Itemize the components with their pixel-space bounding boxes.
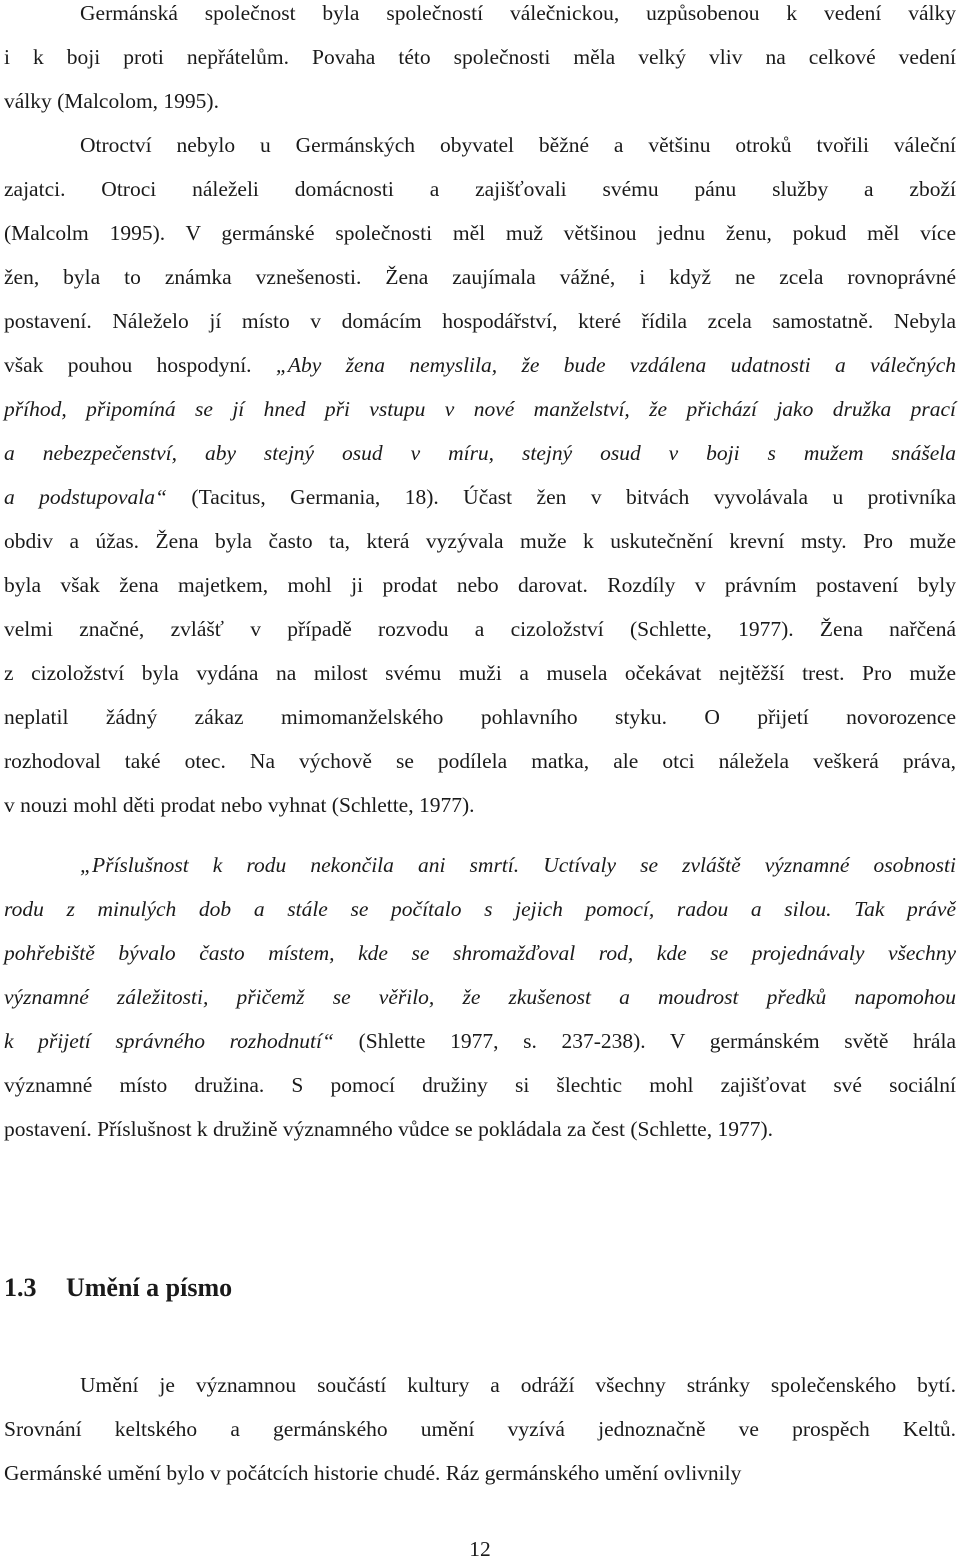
text-line [4, 306, 956, 336]
text-segment: byla však žena majetkem, mohl ji prodat nebo darovat. Rozdíly v právním postavení byly [4, 573, 956, 597]
italic-quote-segment: „Příslušnost k rodu nekončila ani smrtí. Uctívaly se zvláště významné osobnosti [80, 853, 956, 877]
text-line [4, 42, 956, 72]
text-segment: zajatci. Otroci náleželi domácnosti a zajišťovali svému pánu služby a zboží [4, 177, 956, 201]
text-segment: (Malcolm 1995). V germánské společnosti měl muž většinou jednu ženu, pokud měl více [4, 221, 956, 245]
text-line [80, 1370, 956, 1400]
text-segment: rozhodoval také otec. Na výchově se podílela matka, ale otci náležela veškerá práva, [4, 749, 956, 773]
text-line [4, 174, 956, 204]
italic-quote-segment: a nebezpečenství, aby stejný osud v míru, stejný osud v boji s mužem snášela [4, 441, 956, 465]
italic-quote-segment: pohřebiště bývalo často místem, kde se shromažďoval rod, kde se projednávaly všechny [4, 941, 956, 965]
text-line [80, 850, 956, 880]
text-segment: Germánské umění bylo v počátcích historie chudé. Ráz germánského umění ovlivnily [4, 1461, 742, 1485]
text-segment: (Tacitus, Germania, 18). Účast žen v bitvách vyvolávala u protivníka [167, 485, 956, 509]
text-line [4, 218, 956, 248]
text-line [4, 894, 956, 924]
text-segment: války (Malcolom, 1995). [4, 89, 219, 113]
text-segment: i k boji proti nepřátelům. Povaha této společnosti měla velký vliv na celkové vedení [4, 45, 956, 69]
text-line [4, 790, 956, 820]
text-line [4, 526, 956, 556]
text-segment: Srovnání keltského a germánského umění vyzívá jednoznačně ve prospěch Keltů. [4, 1417, 956, 1441]
italic-quote-segment: k přijetí správného rozhodnutí“ [4, 1029, 334, 1053]
text-line [4, 1414, 956, 1444]
section-title: Umění a písmo [66, 1273, 233, 1302]
text-line [4, 658, 956, 688]
text-segment: Germánská společnost byla společností válečnickou, uzpůsobenou k vedení války [80, 1, 956, 25]
text-segment: Otroctví nebylo u Germánských obyvatel běžné a většinu otroků tvořili váleční [80, 133, 956, 157]
text-line [4, 1114, 956, 1144]
italic-quote-segment: rodu z minulých dob a stále se počítalo s jejich pomocí, radou a silou. Tak právě [4, 897, 956, 921]
text-segment: v nouzi mohl děti prodat nebo vyhnat (Schlette, 1977). [4, 793, 475, 817]
text-line [80, 0, 956, 28]
text-segment: z cizoložství byla vydána na milost svému muži a musela očekávat nejtěžší trest. Pro muže [4, 661, 956, 685]
italic-quote-segment: „Aby žena nemyslila, že bude vzdálena udatnosti a válečných [275, 353, 957, 377]
text-segment: (Shlette 1977, s. 237-238). V germánském světě hrála [333, 1029, 956, 1053]
italic-quote-segment: významné záležitosti, přičemž se věřilo, že zkušenost a moudrost předků napomohou [4, 985, 956, 1009]
text-segment: velmi značné, zvlášť v případě rozvodu a cizoložství (Schlette, 1977). Žena nařčená [4, 617, 956, 641]
text-segment: obdiv a úžas. Žena byla často ta, která vyzývala muže k uskutečnění krevní msty. Pro muže [4, 529, 956, 553]
text-segment: významné místo družina. S pomocí družiny si šlechtic mohl zajišťovat své sociální [4, 1073, 956, 1097]
section-number: 1.3 [4, 1273, 37, 1302]
text-line [4, 746, 956, 776]
text-segment: postavení. Příslušnost k družině významného vůdce se pokládala za čest (Schlette, 1977). [4, 1117, 774, 1141]
italic-quote-segment: a podstupovala“ [4, 485, 167, 509]
italic-quote-segment: příhod, připomíná se jí hned při vstupu v nové manželství, že přichází jako družka prací [4, 397, 956, 421]
text-line [4, 614, 956, 644]
text-segment: postavení. Náleželo jí místo v domácím hospodářství, které řídila zcela samostatně. Nebyla [4, 309, 956, 333]
text-line [4, 262, 956, 292]
text-line [4, 86, 956, 116]
text-line [4, 982, 956, 1012]
text-segment: neplatil žádný zákaz mimomanželského pohlavního styku. O přijetí novorozence [4, 705, 956, 729]
text-segment: však pouhou hospodyní. [4, 353, 276, 377]
text-line [4, 702, 956, 732]
text-line [4, 1070, 956, 1100]
text-line [4, 938, 956, 968]
page-number: 12 [469, 1537, 491, 1561]
text-line [4, 438, 956, 468]
text-segment: Umění je významnou součástí kultury a odráží všechny stránky společenského bytí. [80, 1373, 956, 1397]
text-segment: žen, byla to známka vznešenosti. Žena zaujímala vážné, i když ne zcela rovnoprávné [4, 265, 956, 289]
text-line [4, 570, 956, 600]
text-line [4, 1026, 956, 1056]
section-heading [4, 1272, 232, 1304]
text-line [4, 350, 956, 380]
text-line [4, 1458, 956, 1488]
text-line [80, 130, 956, 160]
text-line [4, 482, 956, 512]
text-line [4, 394, 956, 424]
